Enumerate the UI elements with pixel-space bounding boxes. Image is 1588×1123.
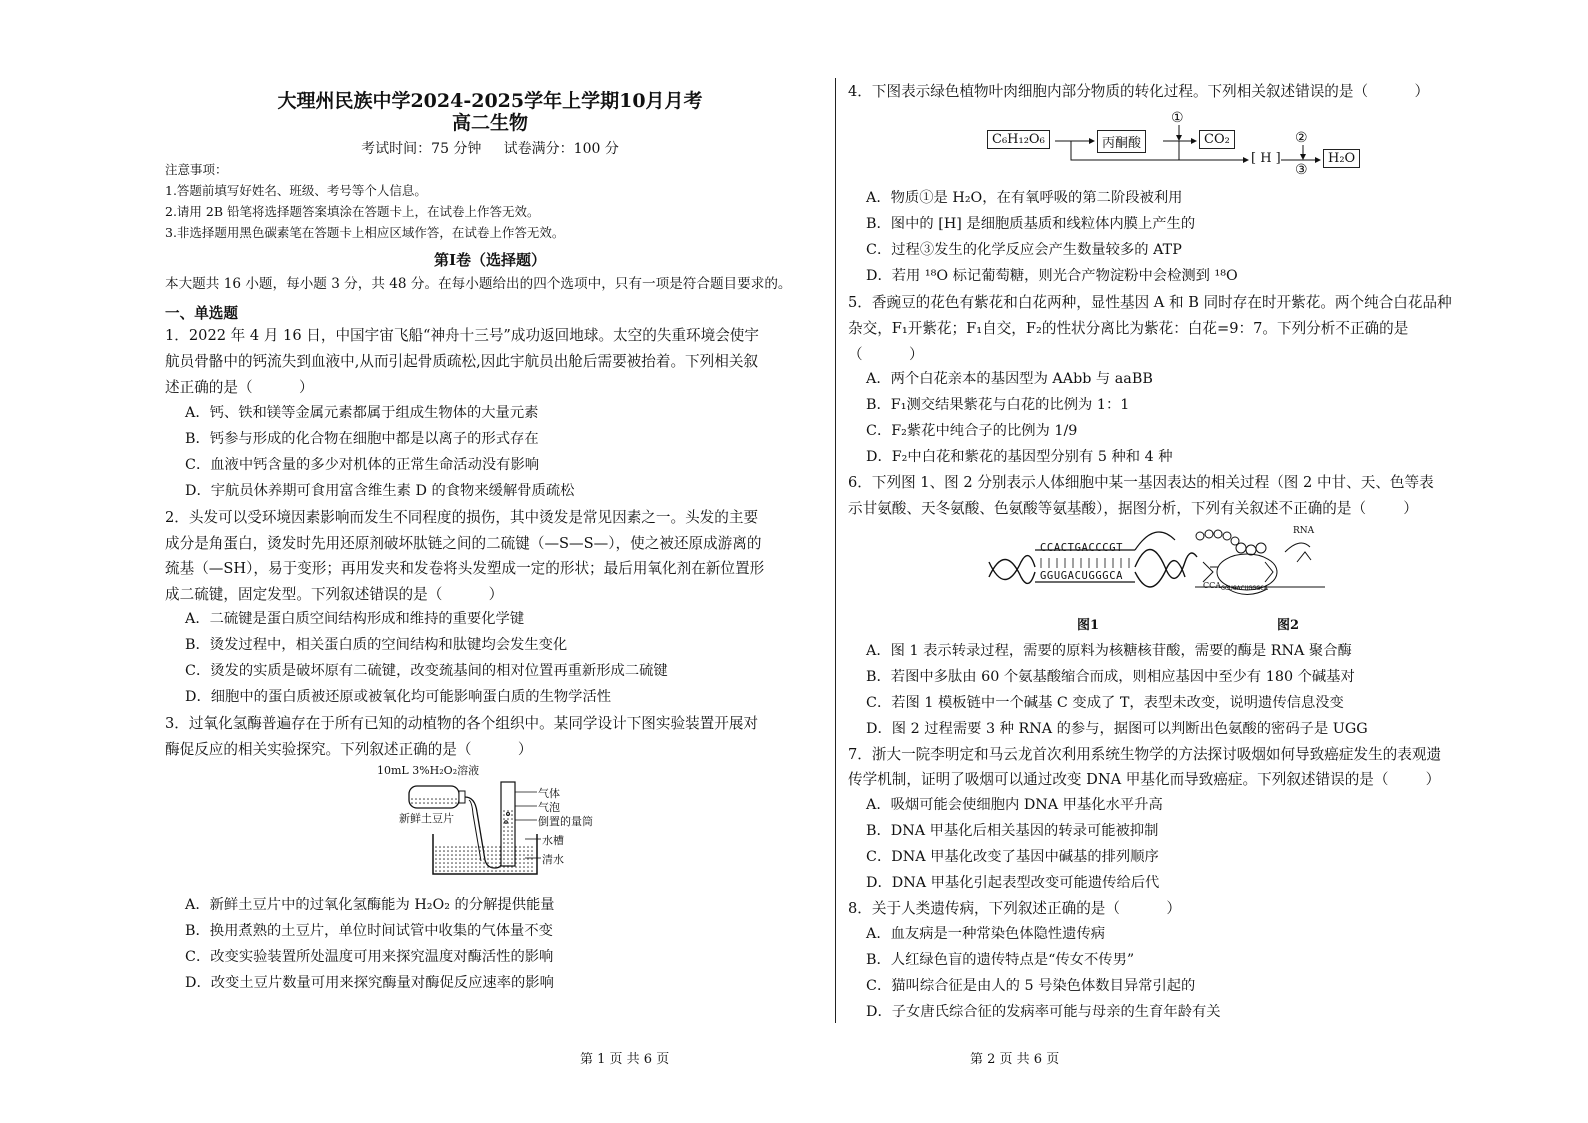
q1-option-c: C．血液中钙含量的多少对机体的正常生命活动没有影响 bbox=[185, 457, 540, 473]
q5-option-b: B．F₁测交结果紫花与白花的比例为 1：1 bbox=[866, 397, 1130, 413]
q2-stem-line: 成二硫键，固定发型。下列叙述错误的是（ ） bbox=[165, 586, 504, 603]
column-divider bbox=[835, 78, 836, 1023]
q1-stem-line: 1．2022 年 4 月 16 日，中国宇宙飞船“神舟十三号”成功返回地球。太空的失重环境会使宇 bbox=[165, 327, 759, 344]
q1-option-a: A．钙、铁和镁等金属元素都属于组成生物体的大量元素 bbox=[185, 405, 539, 421]
note-item: 2.请用 2B 铅笔将选择题答案填涂在答题卡上，在试卷上作答无效。 bbox=[165, 204, 540, 219]
tank-label: 水槽 bbox=[542, 834, 564, 847]
q3-stem-line: 3．过氧化氢酶普遍存在于所有已知的动植物的各个组织中。某同学设计下图实验装置开展对 bbox=[165, 715, 759, 732]
fig1-caption: 图1 bbox=[1077, 618, 1100, 633]
gas-label: 气体 bbox=[538, 787, 560, 800]
q8-option-a: A．血友病是一种常染色体隐性遗传病 bbox=[866, 926, 1106, 942]
exam-title: 大理州民族中学2024-2025学年上学期10月月考 bbox=[277, 90, 703, 112]
solution-label: 10mL 3%H₂O₂溶液 bbox=[377, 764, 480, 777]
fig2-caption: 图2 bbox=[1277, 618, 1300, 633]
dna-template-strand: CCACTGACCCGT bbox=[1040, 542, 1124, 554]
marker-3: ③ bbox=[1295, 162, 1308, 178]
q6-stem-line: 6．下列图 1、图 2 分别表示人体细胞中某一基因表达的相关过程（图 2 中甘、天、色等表 bbox=[848, 474, 1434, 491]
exam-meta: 考试时间：75 分钟 试卷满分：100 分 bbox=[361, 141, 619, 157]
q4-option-d: D．若用 ¹⁸O 标记葡萄糖，则光合产物淀粉中会检测到 ¹⁸O bbox=[866, 268, 1238, 284]
q2-option-a: A．二硫键是蛋白质空间结构形成和维持的重要化学键 bbox=[185, 611, 525, 627]
section-intro: 本大题共 16 小题，每小题 3 分，共 48 分。在每小题给出的四个选项中，只有一项是符合题目要求的。 bbox=[165, 276, 792, 292]
q5-stem-line: 杂交，F₁开紫花；F₁自交，F₂的性状分离比为紫花：白花=9：7。下列分析不正确的是 bbox=[848, 320, 1409, 337]
water-box: H₂O bbox=[1323, 149, 1360, 168]
marker-2: ② bbox=[1295, 130, 1308, 146]
co2-box: CO₂ bbox=[1199, 130, 1235, 149]
mrna-codons: GGUGACUGGGCA bbox=[1221, 584, 1268, 592]
q7-option-a: A．吸烟可能会使细胞内 DNA 甲基化水平升高 bbox=[866, 797, 1163, 813]
water-label: 清水 bbox=[542, 853, 564, 866]
q3-option-d: D．改变土豆片数量可用来探究酶量对酶促反应速率的影响 bbox=[185, 975, 554, 991]
q5-option-c: C．F₂紫花中纯合子的比例为 1/9 bbox=[866, 423, 1078, 439]
q5-stem-line: （ ） bbox=[848, 346, 924, 363]
q6-option-c: C．若图 1 模板链中一个碱基 C 变成了 T，表型未改变，说明遗传信息没变 bbox=[866, 695, 1344, 711]
q2-stem-line: 巯基（—SH），易于变形；再用发夹和发卷将头发塑成一定的形状；最后用氧化剂在新位置形 bbox=[165, 560, 765, 577]
note-item: 1.答题前填写好姓名、班级、考号等个人信息。 bbox=[165, 183, 427, 198]
q8-option-d: D．子女唐氏综合征的发病率可能与母亲的生育年龄有关 bbox=[866, 1004, 1221, 1020]
q2-option-c: C．烫发的实质是破坏原有二硫键，改变巯基间的相对位置再重新形成二硫键 bbox=[185, 663, 668, 679]
transcription-translation-drawing bbox=[985, 522, 1335, 612]
q2-option-d: D．细胞中的蛋白质被还原或被氧化均可能影响蛋白质的生物学活性 bbox=[185, 689, 612, 705]
apparatus-drawing bbox=[375, 762, 605, 880]
q1-stem-line: 述正确的是（ ） bbox=[165, 379, 314, 396]
q8-option-b: B．人红绿色盲的遗传特点是“传女不传男” bbox=[866, 952, 1135, 968]
gene-expression-figure bbox=[985, 522, 1335, 633]
q5-option-d: D．F₂中白花和紫花的基因型分别有 5 种和 4 种 bbox=[866, 449, 1173, 465]
q1-option-b: B．钙参与形成的化合物在细胞中都是以离子的形式存在 bbox=[185, 431, 539, 447]
q8-option-c: C．猫叫综合征是由人的 5 号染色体数目异常引起的 bbox=[866, 978, 1196, 994]
mrna-strand: GGUGACUGGGCA bbox=[1040, 570, 1124, 582]
q7-stem-line: 传学机制，证明了吸烟可以通过改变 DNA 甲基化而导致癌症。下列叙述错误的是（ ） bbox=[848, 771, 1441, 788]
enzyme-apparatus-figure bbox=[375, 762, 605, 880]
q6-option-d: D．图 2 过程需要 3 种 RNA 的参与，据图可以判断出色氨酸的密码子是 UGG bbox=[866, 721, 1368, 737]
q4-option-c: C．过程③发生的化学反应会产生数量较多的 ATP bbox=[866, 242, 1182, 258]
section-heading: 第Ⅰ卷（选择题） bbox=[433, 251, 547, 269]
part-heading: 一、单选题 bbox=[165, 305, 238, 322]
glucose-box: C₆H₁₂O₆ bbox=[987, 130, 1050, 149]
bubble-label: 气泡 bbox=[538, 801, 560, 814]
rna-label: RNA bbox=[1293, 526, 1315, 536]
q3-option-a: A．新鲜土豆片中的过氧化氢酶能为 H₂O₂ 的分解提供能量 bbox=[185, 897, 555, 913]
q2-stem-line: 2．头发可以受环境因素影响而发生不同程度的损伤，其中烫发是常见因素之一。头发的主要 bbox=[165, 509, 759, 526]
q4-option-a: A．物质①是 H₂O，在有氧呼吸的第二阶段被利用 bbox=[866, 190, 1183, 206]
potato-label: 新鲜土豆片 bbox=[399, 812, 454, 825]
q7-option-d: D．DNA 甲基化引起表型改变可能遗传给后代 bbox=[866, 875, 1160, 891]
q2-option-b: B．烫发过程中，相关蛋白质的空间结构和肽键均会发生变化 bbox=[185, 637, 568, 653]
q6-stem-line: 示甘氨酸、天冬氨酸、色氨酸等氨基酸），据图分析，下列有关叙述不正确的是（ ） bbox=[848, 500, 1418, 517]
q6-option-a: A．图 1 表示转录过程，需要的原料为核糖核苷酸，需要的酶是 RNA 聚合酶 bbox=[866, 643, 1352, 659]
cca-label: CCA bbox=[1203, 581, 1222, 590]
q7-stem-line: 7．浙大一院李明定和马云龙首次利用系统生物学的方法探讨吸烟如何导致癌症发生的表观遗 bbox=[848, 746, 1442, 763]
q8-stem: 8．关于人类遗传病，下列叙述正确的是（ ） bbox=[848, 900, 1181, 917]
h-label: [ H ] bbox=[1251, 151, 1281, 166]
q4-option-b: B．图中的 [H] 是细胞质基质和线粒体内膜上产生的 bbox=[866, 216, 1196, 232]
q2-stem-line: 成分是角蛋白，烫发时先用还原剂破坏肽链之间的二硫键（—S—S—），使之被还原成游离的 bbox=[165, 535, 762, 552]
pyruvate-box: 丙酮酸 bbox=[1097, 130, 1146, 153]
exam-subtitle: 高二生物 bbox=[451, 112, 528, 134]
q1-stem-line: 航员骨骼中的钙流失到血液中,从而引起骨质疏松,因此宇航员出舱后需要被抬着。下列相关叙 bbox=[165, 353, 759, 370]
page-number-left: 第 1 页 共 6 页 bbox=[580, 1052, 670, 1067]
q3-stem-line: 酶促反应的相关实验探究。下列叙述正确的是（ ） bbox=[165, 741, 533, 758]
q3-option-b: B．换用煮熟的土豆片，单位时间试管中收集的气体量不变 bbox=[185, 923, 553, 939]
q7-option-c: C．DNA 甲基化改变了基因中碱基的排列顺序 bbox=[866, 849, 1159, 865]
conversion-process-figure bbox=[985, 112, 1375, 180]
q5-stem-line: 5．香豌豆的花色有紫花和白花两种，显性基因 A 和 B 同时存在时开紫花。两个纯合白花品种 bbox=[848, 294, 1452, 311]
cylinder-label: 倒置的量筒 bbox=[538, 815, 593, 828]
q1-option-d: D．宇航员休养期可食用富含维生素 D 的食物来缓解骨质疏松 bbox=[185, 483, 575, 499]
notes-title: 注意事项： bbox=[165, 162, 228, 177]
q7-option-b: B．DNA 甲基化后相关基因的转录可能被抑制 bbox=[866, 823, 1159, 839]
note-item: 3.非选择题用黑色碳素笔在答题卡上相应区域作答，在试卷上作答无效。 bbox=[165, 225, 565, 240]
q3-option-c: C．改变实验装置所处温度可用来探究温度对酶活性的影响 bbox=[185, 949, 554, 965]
page-number-right: 第 2 页 共 6 页 bbox=[970, 1052, 1060, 1067]
q4-stem: 4．下图表示绿色植物叶肉细胞内部分物质的转化过程。下列相关叙述错误的是（ ） bbox=[848, 83, 1430, 100]
q6-option-b: B．若图中多肽由 60 个氨基酸缩合而成，则相应基因中至少有 180 个碱基对 bbox=[866, 669, 1355, 685]
q5-option-a: A．两个白花亲本的基因型为 AAbb 与 aaBB bbox=[866, 371, 1153, 387]
marker-1: ① bbox=[1171, 110, 1184, 126]
